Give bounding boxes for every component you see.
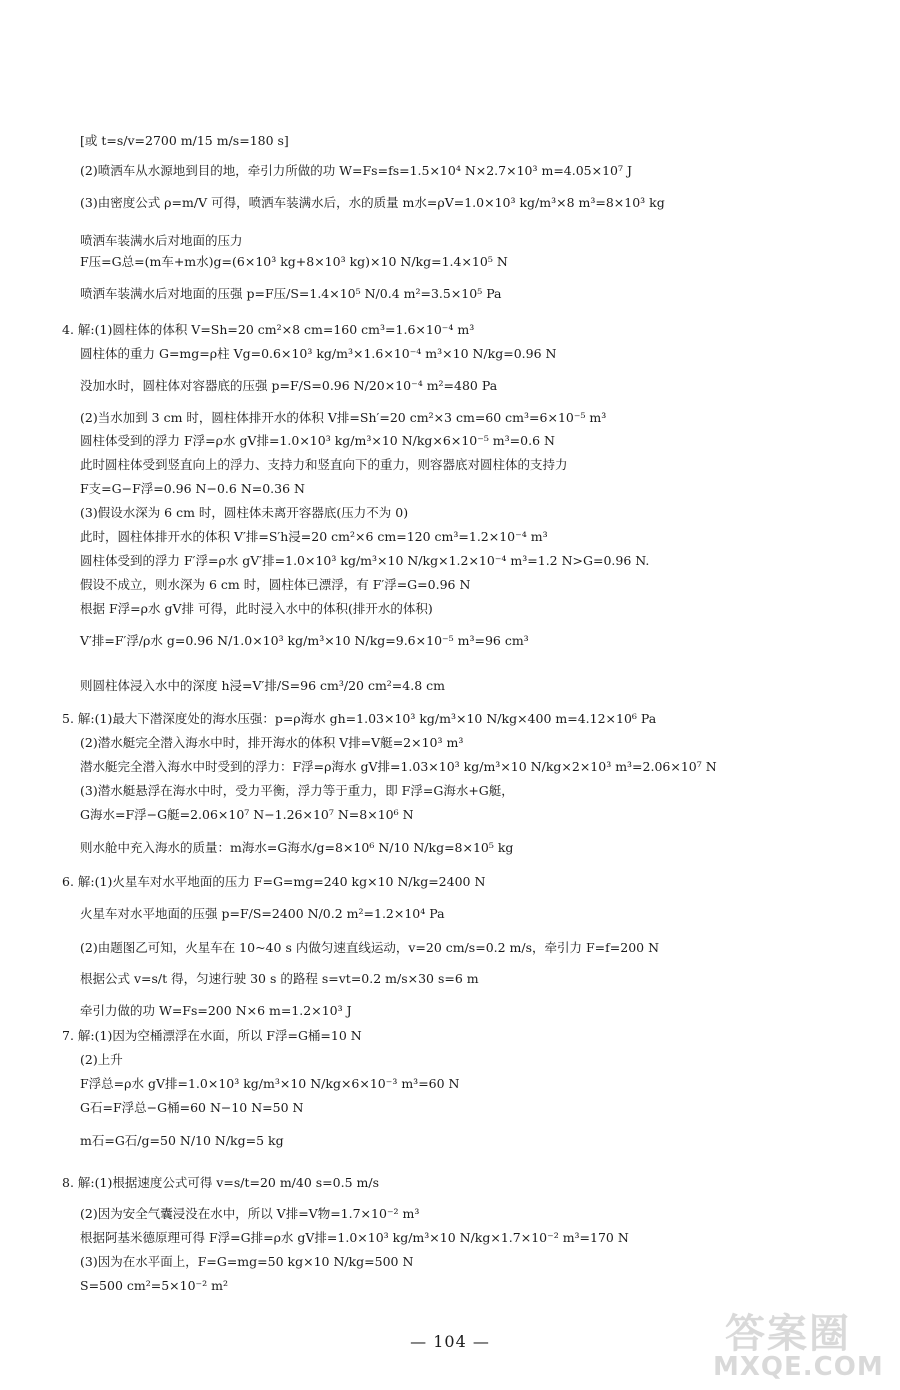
text-line: (2)因为安全气囊浸没在水中，所以 V排=V物=1.7×10⁻² m³ <box>80 1206 420 1221</box>
text-line: (2)潜水艇完全潜入海水中时，排开海水的体积 V排=V艇=2×10³ m³ <box>80 735 464 750</box>
text-line: 喷洒车装满水后对地面的压强 p=F压/S=1.4×10⁵ N/0.4 m²=3.5×10⁵ Pa <box>80 286 502 301</box>
watermark-url: MXQE.COM <box>713 1352 884 1382</box>
text-line: (2)当水加到 3 cm 时，圆柱体排开水的体积 V排=Sh′=20 cm²×3 cm=60 cm³=6×10⁻⁵ m³ <box>80 410 607 425</box>
text-line: 根据公式 v=s/t 得，匀速行驶 30 s 的路程 s=vt=0.2 m/s×30 s=6 m <box>80 971 479 986</box>
question-5-line: 5. 解:(1)最大下潜深度处的海水压强：p=ρ海水 gh=1.03×10³ kg/m³×10 N/kg×400 m=4.12×10⁶ Pa <box>62 711 657 726</box>
text-line: [或 t=s/v=2700 m/15 m/s=180 s] <box>80 133 289 148</box>
page-number: — 104 — <box>410 1332 490 1351</box>
question-8-line: 8. 解:(1)根据速度公式可得 v=s/t=20 m/40 s=0.5 m/s <box>62 1175 379 1190</box>
text-line: 圆柱体受到的浮力 F′浮=ρ水 gV′排=1.0×10³ kg/m³×10 N/kg×1.2×10⁻⁴ m³=1.2 N>G=0.96 N. <box>80 553 650 568</box>
text-line: V′排=F′浮/ρ水 g=0.96 N/1.0×10³ kg/m³×10 N/kg=9.6×10⁻⁵ m³=96 cm³ <box>80 633 529 648</box>
question-4-line: 4. 解:(1)圆柱体的体积 V=Sh=20 cm²×8 cm=160 cm³=1.6×10⁻⁴ m³ <box>62 322 475 337</box>
text-line: 火星车对水平地面的压强 p=F/S=2400 N/0.2 m²=1.2×10⁴ Pa <box>80 906 445 921</box>
text-line: 圆柱体受到的浮力 F浮=ρ水 gV排=1.0×10³ kg/m³×10 N/kg×6×10⁻⁵ m³=0.6 N <box>80 433 555 448</box>
text-line: m石=G石/g=50 N/10 N/kg=5 kg <box>80 1133 284 1148</box>
text-line: 根据阿基米德原理可得 F浮=G排=ρ水 gV排=1.0×10³ kg/m³×10 N/kg×1.7×10⁻² m³=170 N <box>80 1230 629 1245</box>
text-line: 潜水艇完全潜入海水中时受到的浮力：F浮=ρ海水 gV排=1.03×10³ kg/m³×10 N/kg×2×10³ m³=2.06×10⁷ N <box>80 759 717 774</box>
question-7-line: 7. 解:(1)因为空桶漂浮在水面，所以 F浮=G桶=10 N <box>62 1028 362 1043</box>
text-line: 喷洒车装满水后对地面的压力 <box>80 233 243 248</box>
text-line: 假设不成立，则水深为 6 cm 时，圆柱体已漂浮，有 F′浮=G=0.96 N <box>80 577 471 592</box>
text-line: 则圆柱体浸入水中的深度 h浸=V′排/S=96 cm³/20 cm²=4.8 cm <box>80 678 445 693</box>
text-line: 此时，圆柱体排开水的体积 V′排=S′h浸=20 cm²×6 cm=120 cm³=1.2×10⁻⁴ m³ <box>80 529 548 544</box>
watermark-text: 答案圈 <box>725 1311 851 1357</box>
text-line: 此时圆柱体受到竖直向上的浮力、支持力和竖直向下的重力，则容器底对圆柱体的支持力 <box>80 457 568 472</box>
text-line: 圆柱体的重力 G=mg=ρ柱 Vg=0.6×10³ kg/m³×1.6×10⁻⁴ m³×10 N/kg=0.96 N <box>80 346 557 361</box>
question-6-line: 6. 解:(1)火星车对水平地面的压力 F=G=mg=240 kg×10 N/kg=2400 N <box>62 874 486 889</box>
text-line: (3)因为在水平面上，F=G=mg=50 kg×10 N/kg=500 N <box>80 1254 414 1269</box>
text-line: S=500 cm²=5×10⁻² m² <box>80 1278 228 1293</box>
text-line: F浮总=ρ水 gV排=1.0×10³ kg/m³×10 N/kg×6×10⁻³ m³=60 N <box>80 1076 460 1091</box>
text-line: (2)喷洒车从水源地到目的地，牵引力所做的功 W=Fs=fs=1.5×10⁴ N×2.7×10³ m=4.05×10⁷ J <box>80 163 633 178</box>
text-line: (3)潜水艇悬浮在海水中时，受力平衡，浮力等于重力，即 F浮=G海水+G艇， <box>80 783 514 798</box>
text-line: 牵引力做的功 W=Fs=200 N×6 m=1.2×10³ J <box>80 1003 352 1018</box>
text-line: (2)上升 <box>80 1052 123 1067</box>
text-line: F支=G−F浮=0.96 N−0.6 N=0.36 N <box>80 481 305 496</box>
text-line: G海水=F浮−G艇=2.06×10⁷ N−1.26×10⁷ N=8×10⁶ N <box>80 807 414 822</box>
watermark-logo <box>705 1302 895 1384</box>
text-line: F压=G总=(m车+m水)g=(6×10³ kg+8×10³ kg)×10 N/kg=1.4×10⁵ N <box>80 254 508 269</box>
text-line: (3)由密度公式 ρ=m/V 可得，喷洒车装满水后，水的质量 m水=ρV=1.0×10³ kg/m³×8 m³=8×10³ kg <box>80 195 665 210</box>
text-line: 根据 F浮=ρ水 gV排 可得，此时浸入水中的体积(排开水的体积) <box>80 601 433 616</box>
text-line: 则水舱中充入海水的质量：m海水=G海水/g=8×10⁶ N/10 N/kg=8×10⁵ kg <box>80 840 514 855</box>
text-line: (3)假设水深为 6 cm 时，圆柱体未离开容器底(压力不为 0) <box>80 505 409 520</box>
text-line: (2)由题图乙可知，火星车在 10~40 s 内做匀速直线运动，v=20 cm/s=0.2 m/s，牵引力 F=f=200 N <box>80 940 660 955</box>
text-line: 没加水时，圆柱体对容器底的压强 p=F/S=0.96 N/20×10⁻⁴ m²=480 Pa <box>80 378 498 393</box>
text-line: G石=F浮总−G桶=60 N−10 N=50 N <box>80 1100 304 1115</box>
